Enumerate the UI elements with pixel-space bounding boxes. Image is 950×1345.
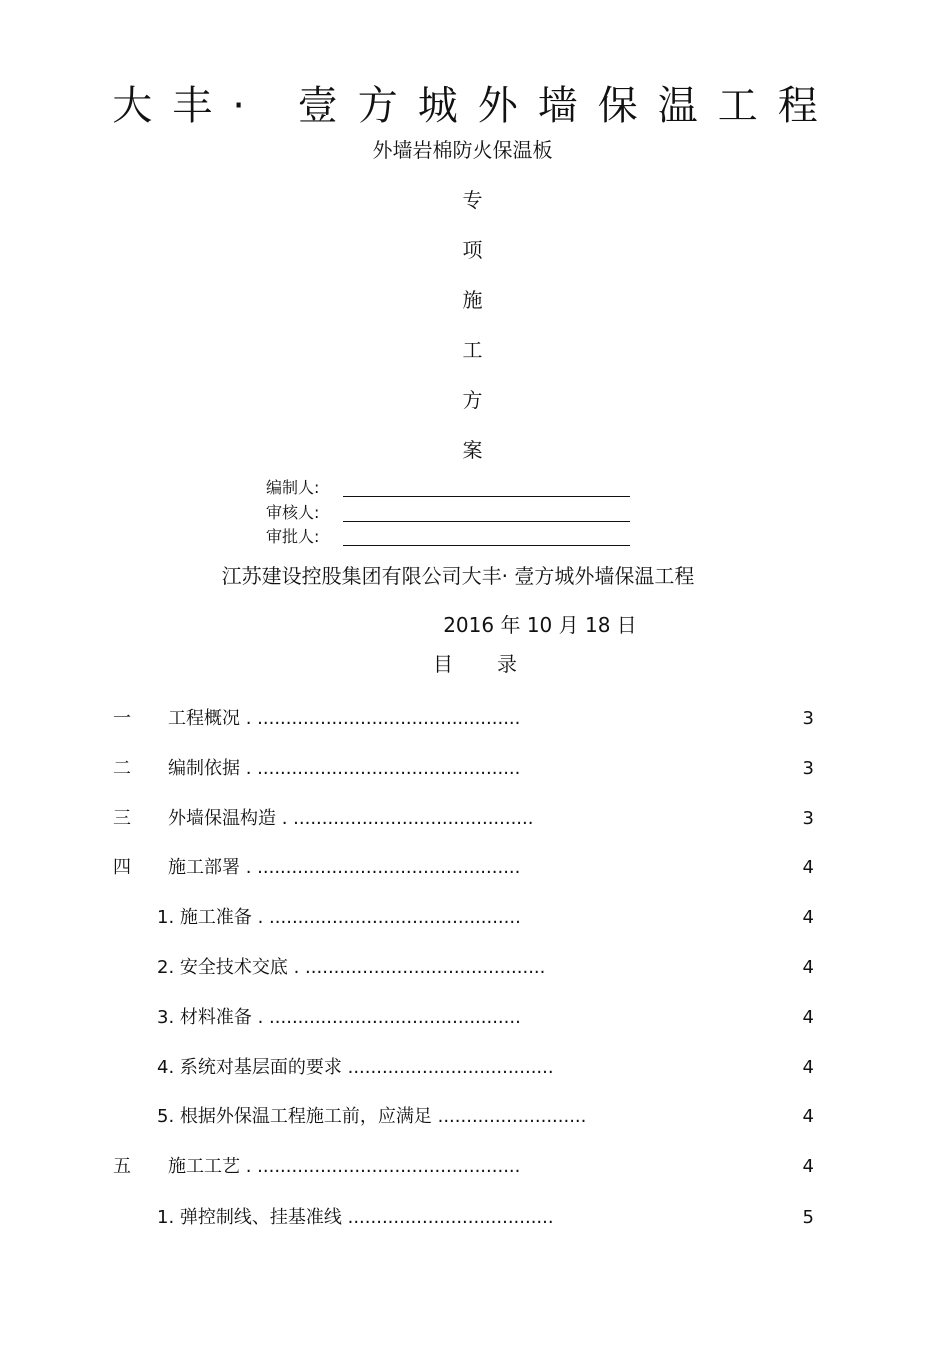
toc-item-title: 编制依据 . .............................................. — [168, 758, 521, 779]
vertical-title-char: 方 — [462, 388, 483, 412]
toc-item-page: 4 — [802, 1106, 814, 1127]
signature-line-reviewer — [343, 521, 630, 522]
toc-item-number: 一 — [113, 708, 131, 729]
toc-item[interactable] — [0, 1004, 950, 1032]
toc-item-page: 4 — [802, 857, 814, 878]
company-name: 江苏建设控股集团有限公司大丰· 壹方城外墙保温工程 — [221, 564, 695, 588]
vertical-title-char: 施 — [462, 288, 483, 312]
toc-item-title: 1. 弹控制线、挂基准线 .................................... — [157, 1207, 554, 1228]
signature-line-compiler — [343, 496, 630, 497]
toc-item-number: 五 — [113, 1156, 131, 1177]
toc-item-title: 1. 施工准备 . ............................................ — [157, 907, 521, 928]
toc-item-page: 4 — [802, 957, 814, 978]
toc-item[interactable] — [0, 755, 950, 783]
document-date: 2016 年 10 月 18 日 — [443, 613, 637, 637]
toc-item-page: 4 — [802, 1156, 814, 1177]
toc-item-page: 3 — [802, 708, 814, 729]
toc-item-title: 4. 系统对基层面的要求 .................................... — [157, 1057, 554, 1078]
toc-item[interactable] — [0, 954, 950, 982]
vertical-title-char: 项 — [462, 238, 483, 262]
toc-item[interactable] — [0, 904, 950, 932]
toc-heading-left: 目 — [433, 652, 453, 676]
toc-heading — [0, 650, 950, 678]
toc-item-page: 3 — [802, 758, 814, 779]
toc-item-title: 3. 材料准备 . ............................................ — [157, 1007, 521, 1028]
toc-item-page: 4 — [802, 1057, 814, 1078]
toc-item[interactable] — [0, 705, 950, 733]
toc-item-page: 4 — [802, 907, 814, 928]
signature-label-approver: 审批人: — [266, 527, 320, 546]
toc-item[interactable] — [0, 805, 950, 833]
toc-item-title: 5. 根据外保温工程施工前，应满足 .......................... — [157, 1106, 587, 1127]
signature-label-reviewer: 审核人: — [266, 503, 320, 522]
toc-item-page: 5 — [802, 1207, 814, 1228]
toc-item-number: 二 — [113, 758, 131, 779]
vertical-title-char: 专 — [462, 188, 483, 212]
toc-item-number: 四 — [113, 857, 131, 878]
document-title: 大丰· 壹方城外墙保温工程 — [112, 83, 838, 129]
toc-item[interactable] — [0, 1204, 950, 1232]
vertical-title-char: 工 — [462, 338, 483, 362]
signature-line-approver — [343, 545, 630, 546]
signature-label-compiler: 编制人: — [266, 478, 320, 497]
toc-item-number: 三 — [113, 808, 131, 829]
document-subtitle: 外墙岩棉防火保温板 — [372, 138, 553, 162]
toc-item-title: 施工工艺 . .............................................. — [168, 1156, 521, 1177]
toc-item-title: 外墙保温构造 . .......................................... — [168, 808, 534, 829]
toc-item[interactable] — [0, 1054, 950, 1082]
toc-item[interactable] — [0, 1103, 950, 1131]
toc-heading-right: 录 — [497, 652, 517, 676]
toc-item-page: 4 — [802, 1007, 814, 1028]
toc-item[interactable] — [0, 1153, 950, 1181]
toc-item-title: 工程概况 . .............................................. — [168, 708, 521, 729]
toc-item-title: 2. 安全技术交底 . .......................................... — [157, 957, 546, 978]
toc-item-title: 施工部署 . .............................................. — [168, 857, 521, 878]
vertical-title-char: 案 — [462, 438, 483, 462]
toc-item[interactable] — [0, 854, 950, 882]
toc-item-page: 3 — [802, 808, 814, 829]
